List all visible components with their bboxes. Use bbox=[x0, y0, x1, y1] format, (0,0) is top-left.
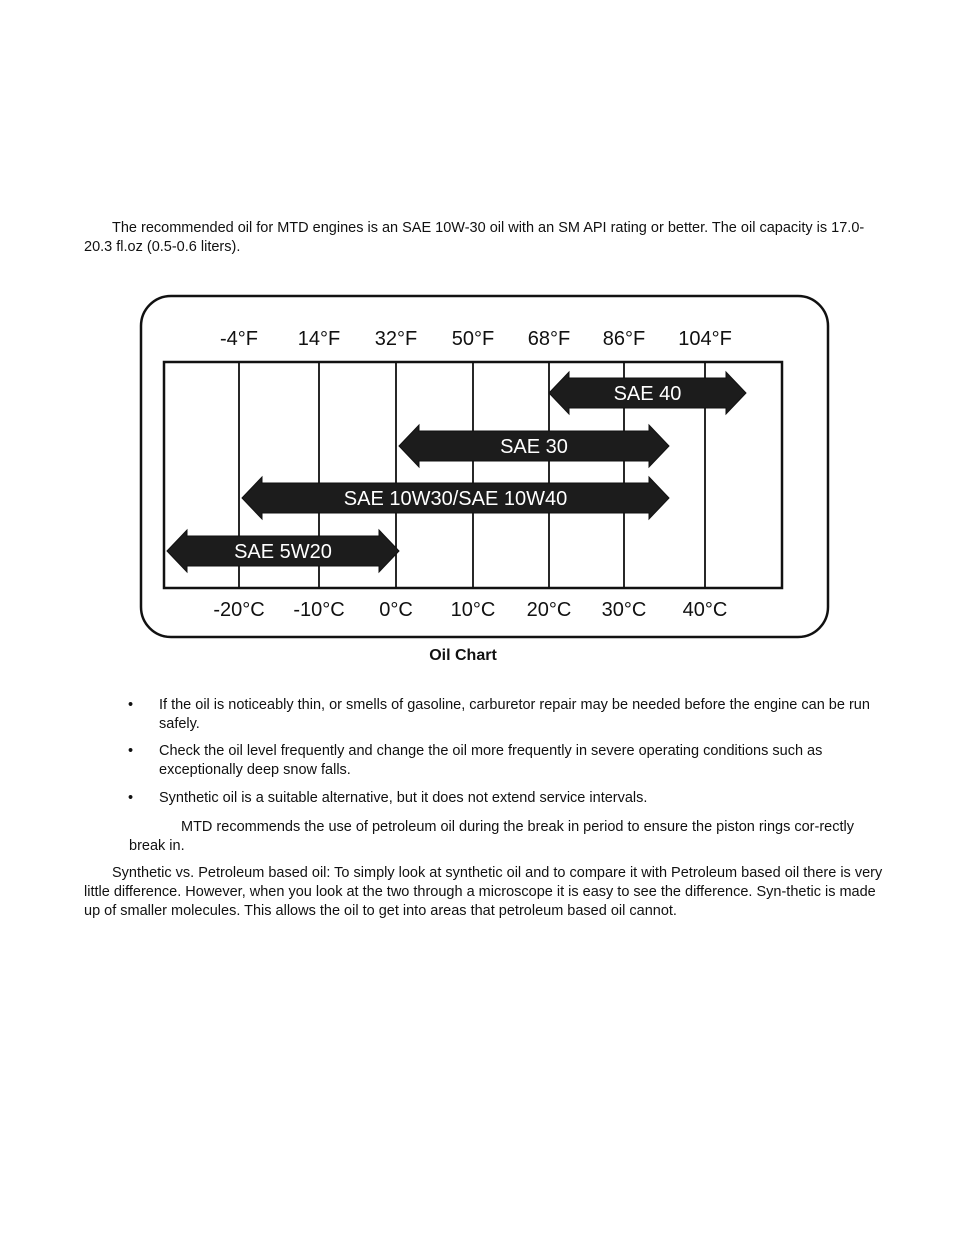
list-item-text: Synthetic oil is a suitable alternative, but it does not extend service intervals. bbox=[159, 790, 648, 806]
range-bar-label: SAE 5W20 bbox=[234, 541, 332, 563]
bullet-marker: • bbox=[128, 790, 134, 806]
intro-paragraph: The recommended oil for MTD engines is an SAE 10W-30 oil with an SM API rating or better. The oil capacity is 17.0- 20.3 fl.oz (0.5-0.6 liters). bbox=[84, 220, 865, 255]
bullet-marker: • bbox=[128, 743, 134, 759]
celsius-tick-label: -10°C bbox=[293, 599, 345, 621]
fahrenheit-tick-label: 14°F bbox=[297, 328, 341, 350]
range-bar-label: SAE 10W30/SAE 10W40 bbox=[343, 488, 568, 510]
celsius-tick-label: 40°C bbox=[682, 599, 728, 621]
celsius-tick-labels bbox=[213, 599, 727, 621]
chart-caption: Oil Chart bbox=[429, 647, 497, 664]
fahrenheit-tick-label: -4°F bbox=[220, 328, 258, 350]
celsius-tick-label: 30°C bbox=[601, 599, 647, 621]
bullet-marker: • bbox=[128, 697, 134, 713]
celsius-tick-label: 10°C bbox=[450, 599, 496, 621]
celsius-tick-label: 0°C bbox=[379, 599, 413, 621]
viscosity-bars bbox=[167, 372, 746, 572]
celsius-tick-label: 20°C bbox=[526, 599, 572, 621]
fahrenheit-tick-label: 86°F bbox=[602, 328, 646, 350]
fahrenheit-tick-labels bbox=[220, 328, 732, 350]
list-item-text: If the oil is noticeably thin, or smells of gasoline, carburetor repair may be needed before the engine can be run safely. bbox=[159, 697, 870, 732]
celsius-tick-label: -20°C bbox=[213, 599, 265, 621]
fahrenheit-tick-label: 50°F bbox=[451, 328, 495, 350]
note-paragraph: MTD recommends the use of petroleum oil during the break in period to ensure the piston rings cor-rectly break in. bbox=[129, 819, 854, 854]
fahrenheit-tick-label: 32°F bbox=[374, 328, 418, 350]
fahrenheit-tick-label: 104°F bbox=[678, 328, 732, 350]
list-item-text: Check the oil level frequently and change the oil more frequently in severe operating conditions such as exceptionally deep snow falls. bbox=[159, 743, 823, 778]
range-bar-label: SAE 40 bbox=[613, 383, 682, 405]
fahrenheit-tick-label: 68°F bbox=[527, 328, 571, 350]
synthetic-paragraph: Synthetic vs. Petroleum based oil: To simply look at synthetic oil and to compare it with Petroleum based oil there is very little difference. However, when you look at the two through a microscope it is easy to see the difference. Syn-thetic is made up of smaller molecules. This allows the oil to get into areas that petroleum based oil cannot. bbox=[84, 865, 883, 919]
range-bar-label: SAE 30 bbox=[500, 436, 568, 458]
